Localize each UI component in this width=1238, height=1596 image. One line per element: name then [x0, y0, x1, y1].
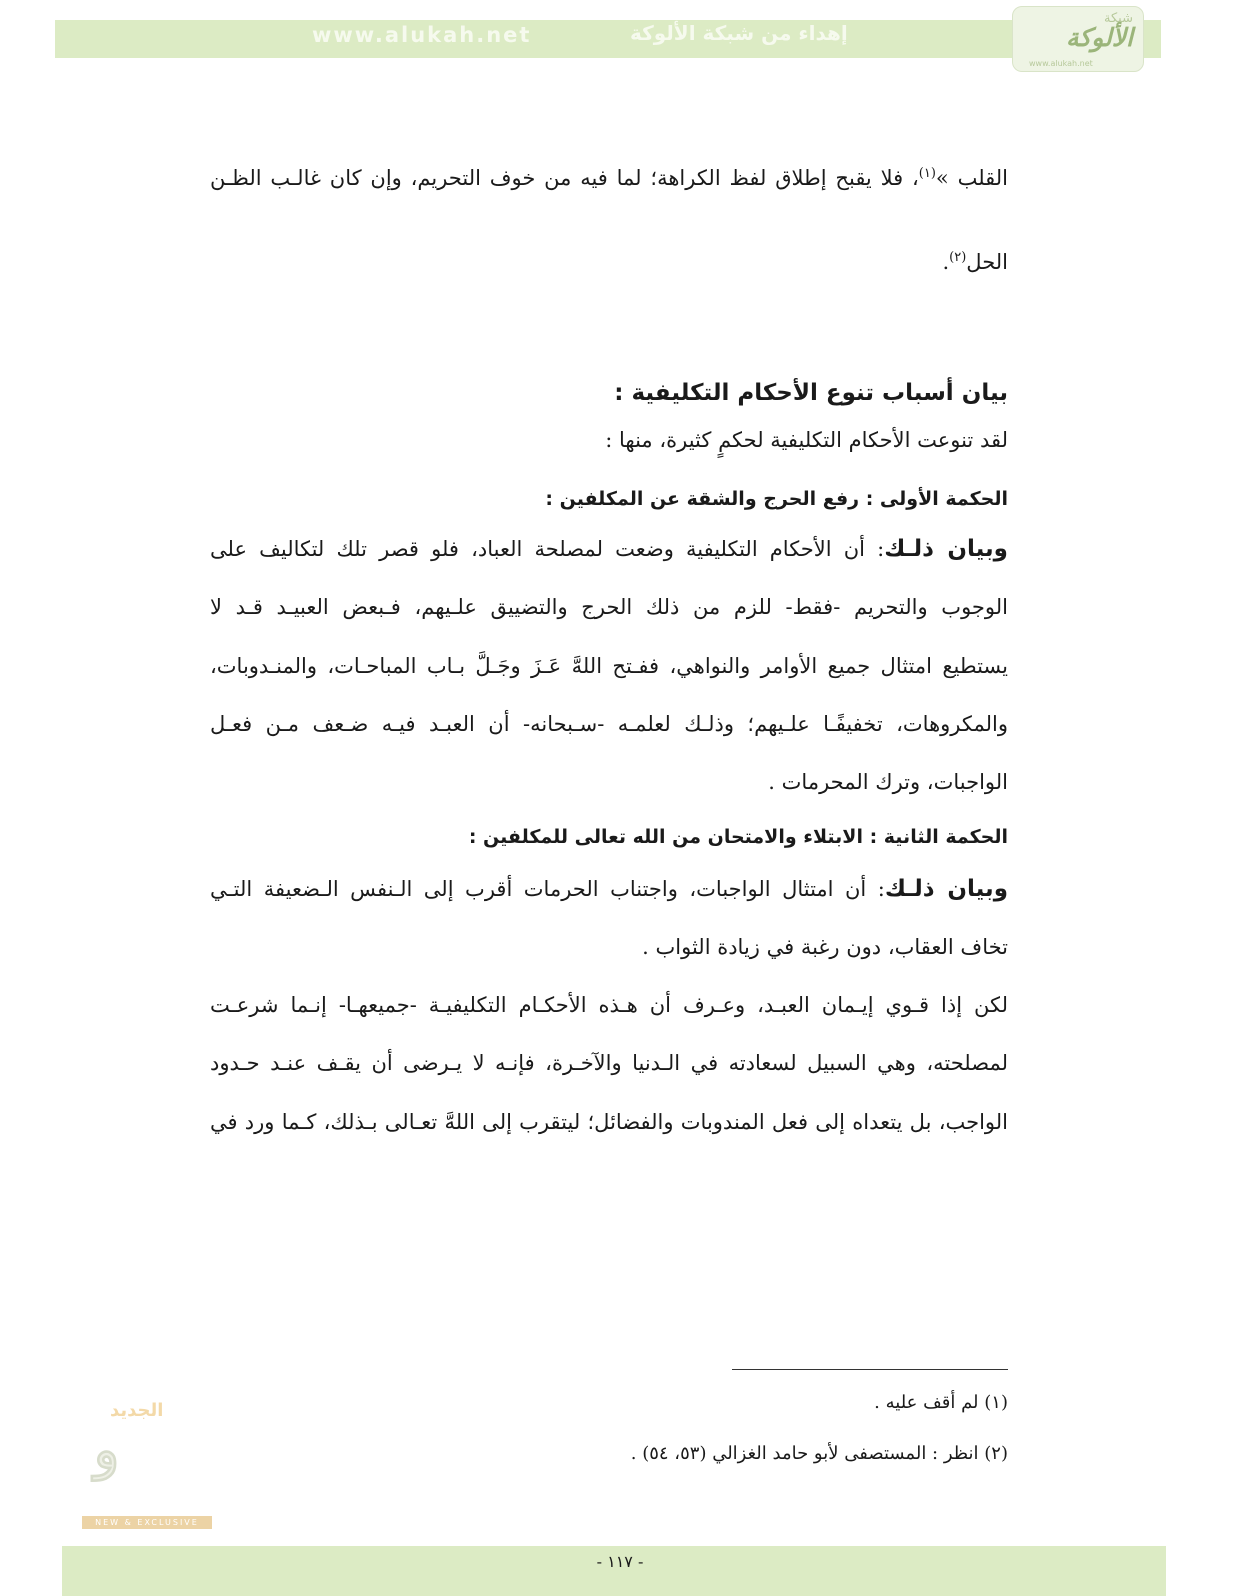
- paragraph-3-line-1: لكن إذا قـوي إيـمان العبـد، وعـرف أن هـذه الأحكـام التكليفيـة -جميعهـا- إنـما شرعـت: [210, 993, 1008, 1017]
- footnote-2: (٢) انظر : المستصفى لأبو حامد الغزالي (٥٣، ٥٤) .: [630, 1443, 1008, 1464]
- wisdom-1-line-1: وبيان ذلـك: أن الأحكام التكليفية وضعت لمصلحة العباد، فلو قصر تلك لتكاليف على: [210, 536, 1008, 562]
- footnote-ref-1[interactable]: (١): [918, 166, 936, 181]
- intro-line: لقد تنوعت الأحكام التكليفية لحكمٍ كثيرة، منها :: [605, 428, 1008, 452]
- header-band: [55, 20, 1161, 58]
- footnote-separator: [732, 1369, 1008, 1370]
- footnote-ref-2[interactable]: (٢): [949, 250, 967, 265]
- wisdom-1-title: الحكمة الأولى : رفع الحرج والشقة عن المكلفين :: [545, 488, 1008, 510]
- wisdom-2-line-1: وبيان ذلـك: أن امتثال الواجبات، واجتناب الحرمات أقرب إلى الـنفس الـضعيفة التـي: [210, 876, 1008, 902]
- header-url[interactable]: www.alukah.net: [312, 23, 532, 47]
- watermark-top-text: الجديد: [110, 1400, 164, 1421]
- wisdom-1-lead: وبيان ذلـك: [884, 536, 1008, 562]
- logo-top-text: شبكة: [1104, 11, 1133, 26]
- paragraph-3-line-3: الواجب، بل يتعداه إلى فعل المندوبات والفضائل؛ ليتقرب إلى اللهَّ تعـالى بـذلك، كـما ورد في: [210, 1110, 1008, 1134]
- logo-main-text: الألوكة: [1065, 23, 1133, 52]
- body-line-1: القلب »$^{(١)}$، فلا يقبح إطلاق لفظ الكراهة؛ لما فيه من خوف التحريم، وإن كان غالـب الظـن: [210, 166, 1008, 190]
- footnote-1: (١) لم أقف عليه .: [874, 1392, 1008, 1413]
- new-exclusive-watermark: [80, 1400, 215, 1530]
- section-heading: بيان أسباب تنوع الأحكام التكليفية :: [614, 380, 1008, 406]
- page-number: - ١١٧ -: [596, 1552, 644, 1571]
- wisdom-1-line-3: يستطيع امتثال جميع الأوامر والنواهي، ففـتح اللهَّ عَـزَ وجَـلَّ بـاب المباحـات، والمنـدوبات،: [210, 654, 1008, 678]
- wisdom-1-line-4: والمكروهات، تخفيفًـا علـيهم؛ وذلـك لعلمـه -سـبحانه- أن العبـد فيـه ضـعف مـن فعـل: [210, 712, 1008, 736]
- header-gift-text: إهداء من شبكة الألوكة: [630, 21, 848, 45]
- alukah-logo[interactable]: [1012, 6, 1144, 72]
- wisdom-2-line-2: تخاف العقاب، دون رغبة في زيادة الثواب .: [642, 935, 1008, 959]
- wisdom-2-title: الحكمة الثانية : الابتلاء والامتحان من الله تعالى للمكلفين :: [468, 826, 1008, 848]
- watermark-mid-text: و: [94, 1420, 120, 1481]
- logo-url: www.alukah.net: [1029, 59, 1093, 68]
- watermark-bottom-text: NEW & EXCLUSIVE: [82, 1516, 212, 1529]
- wisdom-2-lead: وبيان ذلـك: [884, 876, 1008, 902]
- wisdom-1-line-2: الوجوب والتحريم -فقط- للزم من ذلك الحرج والتضييق علـيهم، فـبعض العبيـد قـد لا: [210, 595, 1008, 619]
- body-line-2: الحل$^{(٢)}$.: [942, 250, 1008, 274]
- wisdom-1-line-5: الواجبات، وترك المحرمات .: [768, 770, 1008, 794]
- paragraph-3-line-2: لمصلحته، وهي السبيل لسعادته في الـدنيا والآخـرة، فإنـه لا يـرضى أن يقـف عنـد حـدود: [210, 1051, 1008, 1075]
